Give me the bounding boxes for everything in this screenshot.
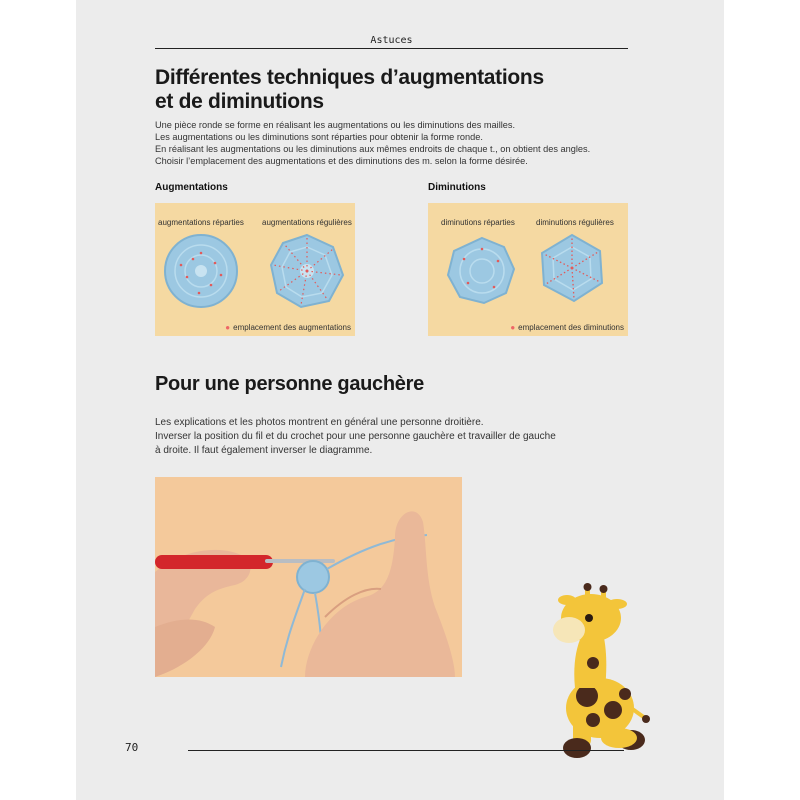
augmentations-legend — [225, 323, 351, 332]
footer-rule — [188, 750, 624, 751]
caption-diminutions-reparties: diminutions réparties — [441, 218, 515, 227]
intro-line: Les augmentations ou les diminutions sont réparties pour obtenir la forme ronde. — [155, 132, 483, 142]
diminutions-legend-text: emplacement des diminutions — [518, 323, 624, 332]
diminutions-photo — [428, 203, 628, 336]
left-handed-line: Les explications et les photos montrent en général une personne droitière. — [155, 417, 484, 428]
augmentations-photo — [155, 203, 355, 336]
hand-crochet-photo — [155, 477, 462, 677]
marker-dot-icon: ● — [225, 323, 231, 332]
intro-text — [155, 119, 625, 167]
page-title-line-2: et de diminutions — [155, 90, 324, 113]
section-header: Astuces — [370, 35, 413, 46]
hexagon-swatch — [542, 235, 602, 301]
marker-dot-icon: ● — [510, 323, 516, 332]
caption-augmentations-reparties: augmentations réparties — [158, 218, 244, 227]
giraffe-amigurumi-image — [545, 578, 660, 763]
left-handed-title: Pour une personne gauchère — [155, 373, 424, 395]
augmentations-legend-text: emplacement des augmentations — [233, 323, 351, 332]
round-swatch — [165, 235, 237, 307]
page-title — [155, 66, 615, 114]
left-handed-line: à droite. Il faut également inverser le diagramme. — [155, 445, 373, 456]
polygon-swatch — [271, 235, 343, 307]
diminutions-swatches-illustration — [428, 203, 628, 336]
diminutions-label: Diminutions — [428, 182, 486, 193]
page-title-line-1: Différentes techniques d’augmentations — [155, 66, 544, 89]
intro-line: En réalisant les augmentations ou les diminutions aux mêmes endroits de chaque t., on obtient des angles. — [155, 144, 591, 154]
decagon-swatch — [448, 238, 514, 303]
augmentations-swatches-illustration — [155, 203, 355, 336]
diminutions-legend — [510, 323, 624, 332]
intro-line: Choisir l’emplacement des augmentations et des diminutions des m. selon la forme désirée. — [155, 156, 528, 166]
caption-diminutions-regulieres: diminutions régulières — [536, 218, 614, 227]
intro-line: Une pièce ronde se forme en réalisant les augmentations ou les diminutions des mailles. — [155, 120, 516, 130]
left-handed-text — [155, 416, 595, 458]
left-handed-line: Inverser la position du fil et du crochet pour une personne gauchère et travailler de gauche — [155, 431, 556, 442]
hand-crochet-illustration — [155, 477, 462, 677]
caption-augmentations-regulieres: augmentations régulières — [262, 218, 352, 227]
page-number: 70 — [125, 741, 139, 754]
augmentations-label: Augmentations — [155, 182, 228, 193]
header-rule — [155, 48, 628, 49]
